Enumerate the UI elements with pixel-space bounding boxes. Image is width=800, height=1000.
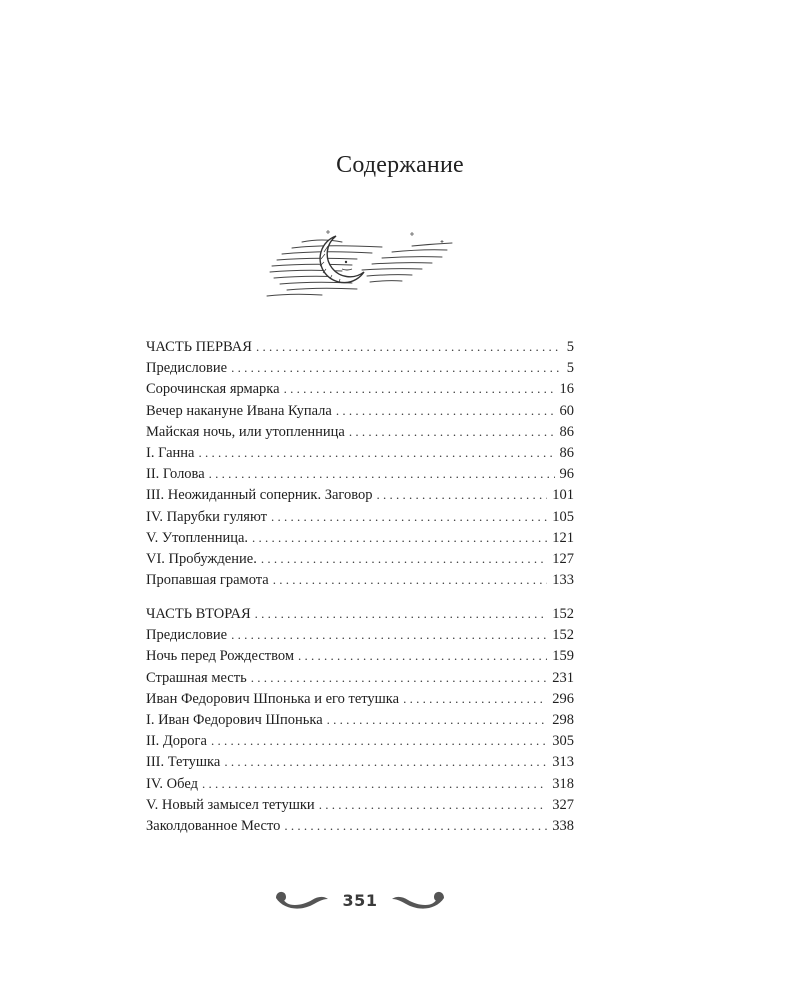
- toc-entry[interactable]: Майская ночь, или утопленница . . . 86: [146, 421, 574, 442]
- page-footer: [272, 880, 448, 924]
- toc-entry[interactable]: II. Дорога . . . 305: [146, 730, 574, 751]
- toc-part-two: [146, 603, 574, 836]
- page-title: Содержание: [336, 152, 464, 178]
- toc-entry[interactable]: Иван Федорович Шпонька и его тетушка . . . 296: [146, 688, 574, 709]
- toc-entry[interactable]: ЧАСТЬ ПЕРВАЯ . . . 5: [146, 336, 574, 357]
- toc-entry[interactable]: V. Утопленница. . . . 121: [146, 527, 574, 548]
- toc-entry[interactable]: VI. Пробуждение. . . . 127: [146, 548, 574, 569]
- toc-entry[interactable]: I. Ганна . . . 86: [146, 442, 574, 463]
- folio: 351: [342, 891, 378, 910]
- toc-entry[interactable]: II. Голова . . . 96: [146, 463, 574, 484]
- toc-entry[interactable]: IV. Обед . . . 318: [146, 773, 574, 794]
- right-scroll-ornament-icon: [390, 886, 448, 912]
- toc-entry[interactable]: Вечер накануне Ивана Купала . . . 60: [146, 400, 574, 421]
- toc-entry[interactable]: Ночь перед Рождеством . . . 159: [146, 645, 574, 666]
- toc-entry[interactable]: IV. Парубки гуляют . . . 105: [146, 506, 574, 527]
- toc-part-one: [146, 336, 574, 590]
- toc-entry[interactable]: Предисловие . . . 5: [146, 357, 574, 378]
- toc-entry[interactable]: Пропавшая грамота . . . 133: [146, 569, 574, 590]
- toc-entry[interactable]: Заколдованное Место . . . 338: [146, 815, 574, 836]
- toc-entry[interactable]: I. Иван Федорович Шпонька . . . 298: [146, 709, 574, 730]
- toc-entry[interactable]: V. Новый замысел тетушки . . . 327: [146, 794, 574, 815]
- toc-entry[interactable]: Сорочинская ярмарка . . . 16: [146, 378, 574, 399]
- toc-entry[interactable]: III. Тетушка . . . 313: [146, 751, 574, 772]
- toc-entry[interactable]: III. Неожиданный соперник. Заговор . . . 101: [146, 484, 574, 505]
- crescent-moon-clouds-icon: [262, 222, 458, 306]
- toc-entry[interactable]: Страшная месть . . . 231: [146, 667, 574, 688]
- toc-entry[interactable]: Предисловие . . . 152: [146, 624, 574, 645]
- toc-entry[interactable]: ЧАСТЬ ВТОРАЯ . . . 152: [146, 603, 574, 624]
